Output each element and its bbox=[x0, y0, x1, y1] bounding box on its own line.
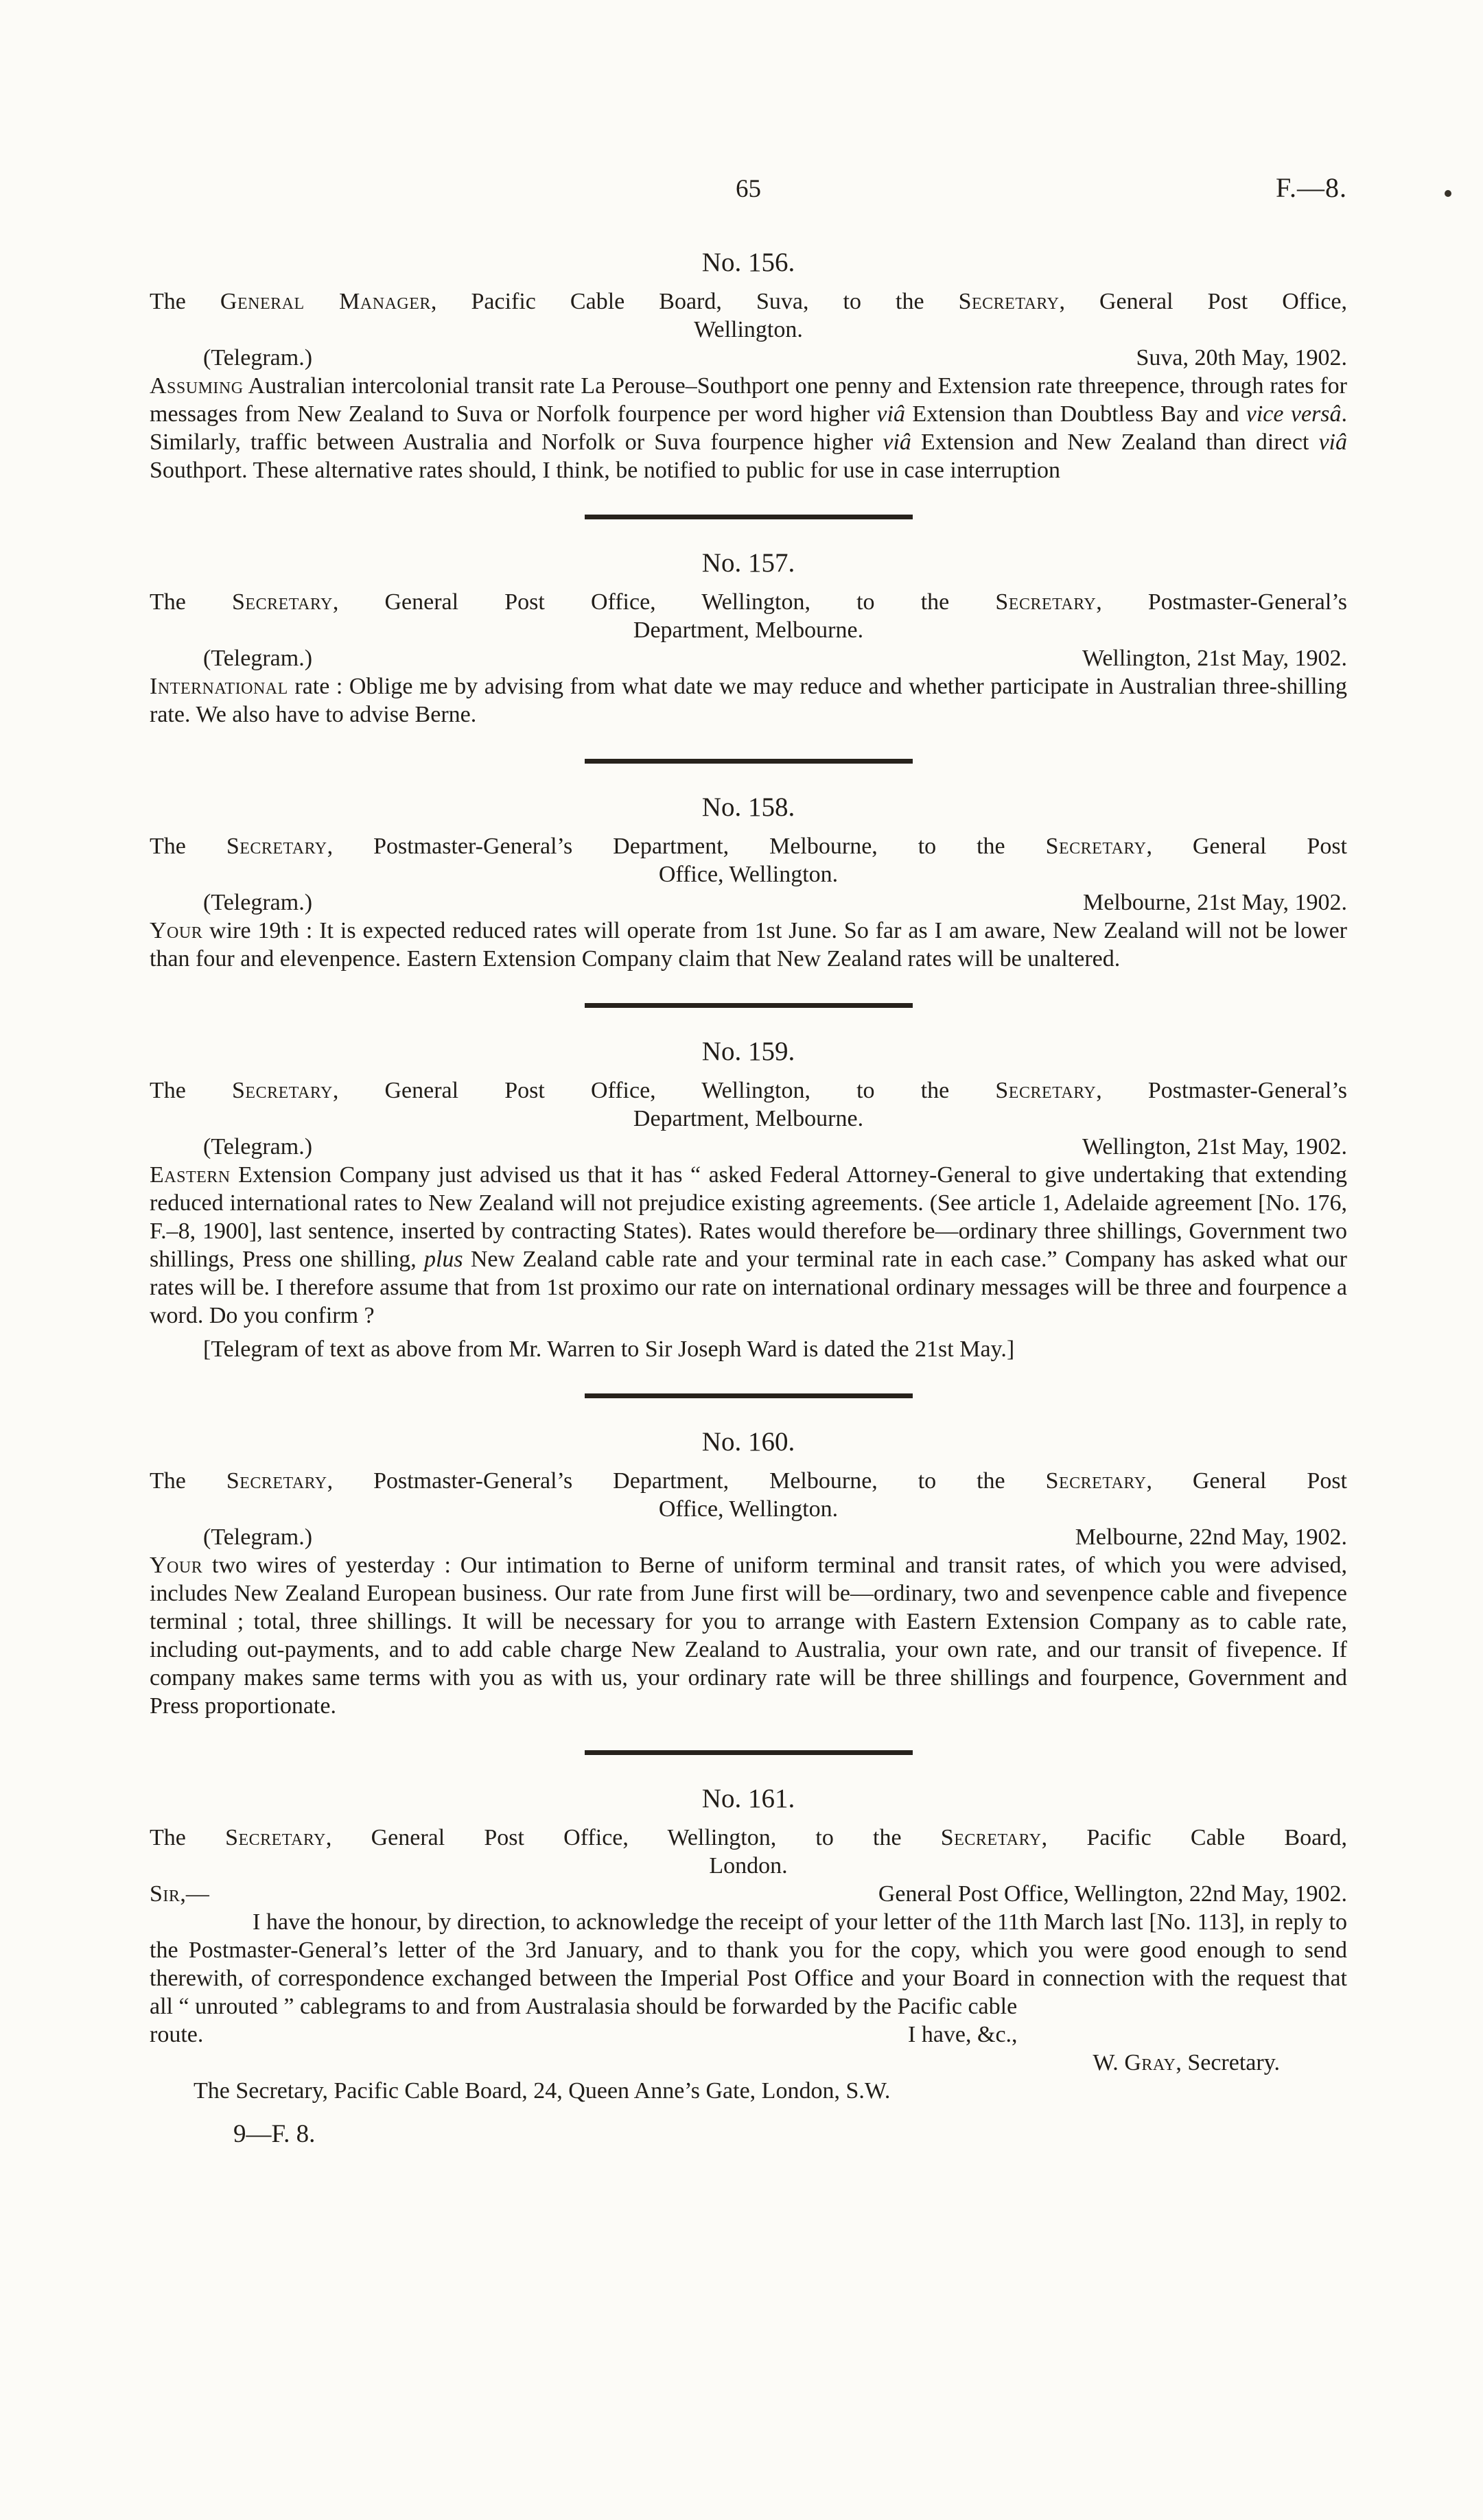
page-footer-reference: 9—F. 8. bbox=[233, 2120, 316, 2148]
entry-body: Eastern Extension Company just advised us that it has “ asked Federal Attorney-General to give undertaking that extending reduced international rates to New Zealand will not prejudice existing agreements. (See article 1, Adelaide agreement [No. 176, F.–8, 1900], last sentence, inserted by contracting States). Rates would therefore be—ordinary three shillings, Government two shillings, Press one shilling, plus New Zealand cable rate and your terminal rate in each case.” Company has asked what our rates will be. I therefore assume that from 1st proximo our rate on international ordinary messages will be three and fourpence a word. Do you confirm ? bbox=[150, 1162, 1347, 1328]
section-divider bbox=[585, 759, 913, 764]
entry-number: No. 156. bbox=[701, 248, 795, 277]
bracketed-note: [Telegram of text as above from Mr. Warren to Sir Joseph Ward is dated the 21st May.] bbox=[203, 1336, 1015, 1362]
dateline: General Post Office, Wellington, 22nd May, 1902. bbox=[878, 1881, 1347, 1907]
signature: W. Gray, Secretary. bbox=[1093, 2050, 1280, 2075]
valediction: I have, &c., bbox=[908, 2022, 1018, 2047]
section-divider bbox=[585, 515, 913, 519]
ink-dot-artifact bbox=[1445, 190, 1451, 197]
entry-heading-line2: London. bbox=[709, 1853, 788, 1879]
entry-body: Your two wires of yesterday : Our intimation to Berne of uniform terminal and transit rates, of which you were advised, includes New Zealand European business. Our rate from June first will be—ordinary, two and sevenpence cable and fivepence terminal ; total, three shillings. It will be necessary for you to arrange with Eastern Extension Company as to cable rate, including out-payments, and to add cable charge New Zealand to Australia, your own rate, and our transit of fivepence. If company makes same terms with you as with us, your ordinary rate will be three shillings and fourpence, Government and Press proportionate. bbox=[150, 1553, 1347, 1719]
page-header bbox=[150, 172, 1347, 211]
entry-number: No. 157. bbox=[701, 548, 795, 578]
telegram-label: (Telegram.) bbox=[203, 1134, 313, 1159]
closing-line bbox=[150, 2021, 1347, 2049]
entry-heading-line1: The General Manager, Pacific Cable Board, Suva, to the Secretary, General Post Office, bbox=[150, 289, 1347, 314]
section-divider bbox=[585, 1393, 913, 1398]
telegram-entry-158 bbox=[150, 791, 1347, 973]
letter-body: I have the honour, by direction, to acknowledge the receipt of your letter of the 11th March last [No. 113], in reply to the Postmaster-General’s letter of the 3rd January, and to thank you for the copy, which you were good enough to send therewith, of correspondence exchanged between the Imperial Post Office and your Board in connection with the request that all “ unrouted ” cablegrams to and from Australasia should be forwarded by the Pacific cable bbox=[150, 1909, 1347, 2019]
telegram-label: (Telegram.) bbox=[203, 1524, 313, 1550]
entry-heading-line1: The Secretary, General Post Office, Wellington, to the Secretary, Postmaster-General’s bbox=[150, 589, 1347, 615]
telegram-row bbox=[150, 1523, 1347, 1551]
telegram-entry-156 bbox=[150, 246, 1347, 484]
entry-heading-line2: Office, Wellington. bbox=[658, 862, 839, 887]
entry-heading-line1: The Secretary, Postmaster-General’s Department, Melbourne, to the Secretary, General Post bbox=[150, 834, 1348, 859]
entry-number: No. 159. bbox=[701, 1037, 795, 1066]
entry-heading-line2: Department, Melbourne. bbox=[633, 617, 864, 643]
entry-body: Assuming Australian intercolonial transit rate La Perouse–Southport one penny and Extension rate threepence, through rates for messages from New Zealand to Suva or Norfolk fourpence per word higher viâ Extension than Doubtless Bay and vice versâ. Similarly, traffic between Australia and Norfolk or Suva fourpence higher viâ Extension and New Zealand than direct viâ Southport. These alternative rates should, I think, be notified to public for use in case interruption bbox=[150, 373, 1347, 483]
entry-heading-line1: The Secretary, General Post Office, Wellington, to the Secretary, Postmaster-General’s bbox=[150, 1078, 1347, 1103]
salutation-row bbox=[150, 1880, 1347, 1908]
doc-reference: F.—8. bbox=[1275, 172, 1347, 203]
section-divider bbox=[585, 1750, 913, 1755]
addressee-line: The Secretary, Pacific Cable Board, 24, Queen Anne’s Gate, London, S.W. bbox=[194, 2078, 891, 2104]
telegram-entry-159 bbox=[150, 1035, 1347, 1363]
dateline: Wellington, 21st May, 1902. bbox=[1082, 646, 1347, 671]
telegram-entry-160 bbox=[150, 1426, 1347, 1720]
closing-word: route. bbox=[150, 2022, 204, 2047]
telegram-label: (Telegram.) bbox=[203, 345, 313, 370]
telegram-label: (Telegram.) bbox=[203, 890, 313, 915]
salutation: Sir,— bbox=[150, 1881, 209, 1907]
section-divider bbox=[585, 1003, 913, 1008]
entry-heading-line2: Office, Wellington. bbox=[658, 1496, 839, 1522]
dateline: Melbourne, 22nd May, 1902. bbox=[1075, 1524, 1347, 1550]
document-page bbox=[150, 0, 1347, 2148]
page-number: 65 bbox=[736, 175, 761, 203]
telegram-label: (Telegram.) bbox=[203, 646, 313, 671]
entry-heading-line2: Department, Melbourne. bbox=[633, 1106, 864, 1131]
dateline: Wellington, 21st May, 1902. bbox=[1082, 1134, 1347, 1159]
entry-heading-line1: The Secretary, Postmaster-General’s Department, Melbourne, to the Secretary, General Post bbox=[150, 1468, 1348, 1494]
entry-body: International rate : Oblige me by advising from what date we may reduce and whether participate in Australian three-shilling rate. We also have to advise Berne. bbox=[150, 674, 1347, 727]
entry-heading-line1: The Secretary, General Post Office, Wellington, to the Secretary, Pacific Cable Board, bbox=[150, 1825, 1348, 1850]
telegram-row bbox=[150, 1133, 1347, 1161]
telegram-row bbox=[150, 644, 1347, 672]
entry-number: No. 158. bbox=[701, 792, 795, 822]
entry-body: Your wire 19th : It is expected reduced rates will operate from 1st June. So far as I am aware, New Zealand will not be lower than four and elevenpence. Eastern Extension Company claim that New Zealand rates will be unaltered. bbox=[150, 918, 1347, 972]
entry-number: No. 160. bbox=[701, 1427, 795, 1457]
telegram-row bbox=[150, 888, 1347, 917]
dateline: Suva, 20th May, 1902. bbox=[1136, 345, 1347, 370]
telegram-entry-157 bbox=[150, 547, 1347, 729]
dateline: Melbourne, 21st May, 1902. bbox=[1083, 890, 1347, 915]
letter-entry-161 bbox=[150, 1782, 1347, 2105]
telegram-row bbox=[150, 344, 1347, 372]
entry-number: No. 161. bbox=[701, 1784, 795, 1813]
entry-heading-line2: Wellington. bbox=[694, 317, 803, 342]
